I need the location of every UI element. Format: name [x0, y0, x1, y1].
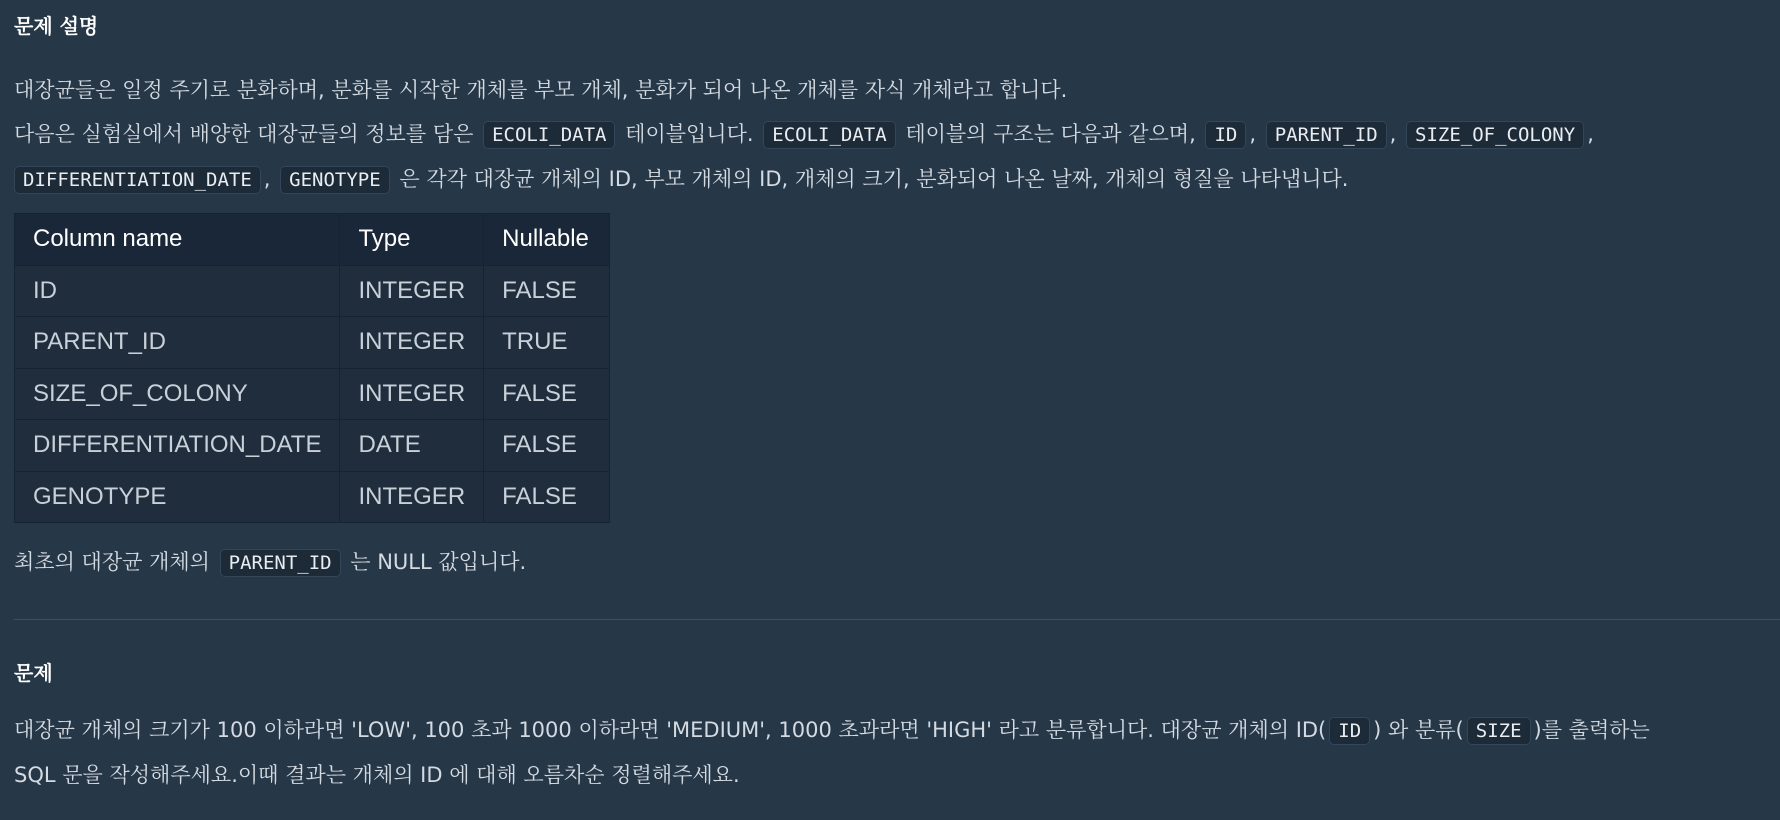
table-cell: TRUE	[484, 317, 610, 369]
table-header-row	[15, 214, 610, 266]
table-cell: INTEGER	[340, 368, 484, 420]
description-line-2	[14, 112, 1774, 157]
table-cell: DIFFERENTIATION_DATE	[15, 420, 340, 472]
null-note-prefix: 최초의 대장균 개체의	[14, 550, 210, 574]
schema-table	[14, 213, 610, 523]
problem-line-1	[14, 708, 1774, 753]
comma: ,	[1587, 122, 1594, 146]
problem-line-2: SQL 문을 작성해주세요.이때 결과는 개체의 ID 에 대해 오름차순 정렬해주세요.	[14, 763, 740, 787]
comma: ,	[1249, 122, 1257, 146]
table-cell: DATE	[340, 420, 484, 472]
description-heading: 문제 설명	[14, 14, 99, 38]
code-id: ID	[1329, 717, 1370, 745]
null-note-suffix: 는 NULL 값입니다.	[350, 550, 527, 574]
table-row	[15, 317, 610, 369]
description-text: 테이블입니다.	[625, 122, 754, 146]
table-cell: INTEGER	[340, 471, 484, 523]
comma: ,	[1389, 122, 1397, 146]
table-row	[15, 368, 610, 420]
problem-paragraph	[14, 708, 1774, 797]
table-cell: INTEGER	[340, 265, 484, 317]
column-header: Type	[340, 214, 484, 266]
null-note	[14, 540, 526, 585]
description-line-3	[14, 157, 1774, 202]
code-differentiation-date: DIFFERENTIATION_DATE	[14, 166, 261, 194]
table-cell: FALSE	[484, 420, 610, 472]
table-cell: FALSE	[484, 368, 610, 420]
code-genotype: GENOTYPE	[280, 166, 390, 194]
description-line-1: 대장균들은 일정 주기로 분화하며, 분화를 시작한 개체를 부모 개체, 분화가 되어 나온 개체를 자식 개체라고 합니다.	[14, 78, 1068, 102]
table-row	[15, 265, 610, 317]
table-cell: FALSE	[484, 265, 610, 317]
column-header: Nullable	[484, 214, 610, 266]
code-ecoli-data: ECOLI_DATA	[483, 121, 615, 149]
code-size-of-colony: SIZE_OF_COLONY	[1406, 121, 1584, 149]
code-id: ID	[1205, 121, 1246, 149]
table-row	[15, 471, 610, 523]
description-text: 테이블의 구조는 다음과 같으며,	[905, 122, 1196, 146]
section-divider	[14, 619, 1780, 620]
code-size: SIZE	[1467, 717, 1531, 745]
table-cell: GENOTYPE	[15, 471, 340, 523]
description-paragraph	[14, 68, 1774, 202]
problem-text: )를 출력하는	[1533, 718, 1650, 742]
code-parent-id: PARENT_ID	[1266, 121, 1387, 149]
table-cell: INTEGER	[340, 317, 484, 369]
code-ecoli-data: ECOLI_DATA	[763, 121, 895, 149]
code-parent-id: PARENT_ID	[220, 549, 341, 577]
column-header: Column name	[15, 214, 340, 266]
problem-text: 대장균 개체의 크기가 100 이하라면 'LOW', 100 초과 1000 이하라면 'MEDIUM', 1000 초과라면 'HIGH' 라고 분류합니다. 대장균 개체의 ID(	[14, 718, 1327, 742]
description-text: 은 각각 대장균 개체의 ID, 부모 개체의 ID, 개체의 크기, 분화되어 나온 날짜, 개체의 형질을 나타냅니다.	[399, 167, 1349, 191]
table-cell: PARENT_ID	[15, 317, 340, 369]
table-cell: FALSE	[484, 471, 610, 523]
table-cell: SIZE_OF_COLONY	[15, 368, 340, 420]
table-cell: ID	[15, 265, 340, 317]
comma: ,	[263, 167, 271, 191]
problem-text: ) 와 분류(	[1373, 718, 1464, 742]
problem-heading: 문제	[14, 661, 53, 685]
description-text: 다음은 실험실에서 배양한 대장균들의 정보를 담은	[14, 122, 474, 146]
table-row	[15, 420, 610, 472]
